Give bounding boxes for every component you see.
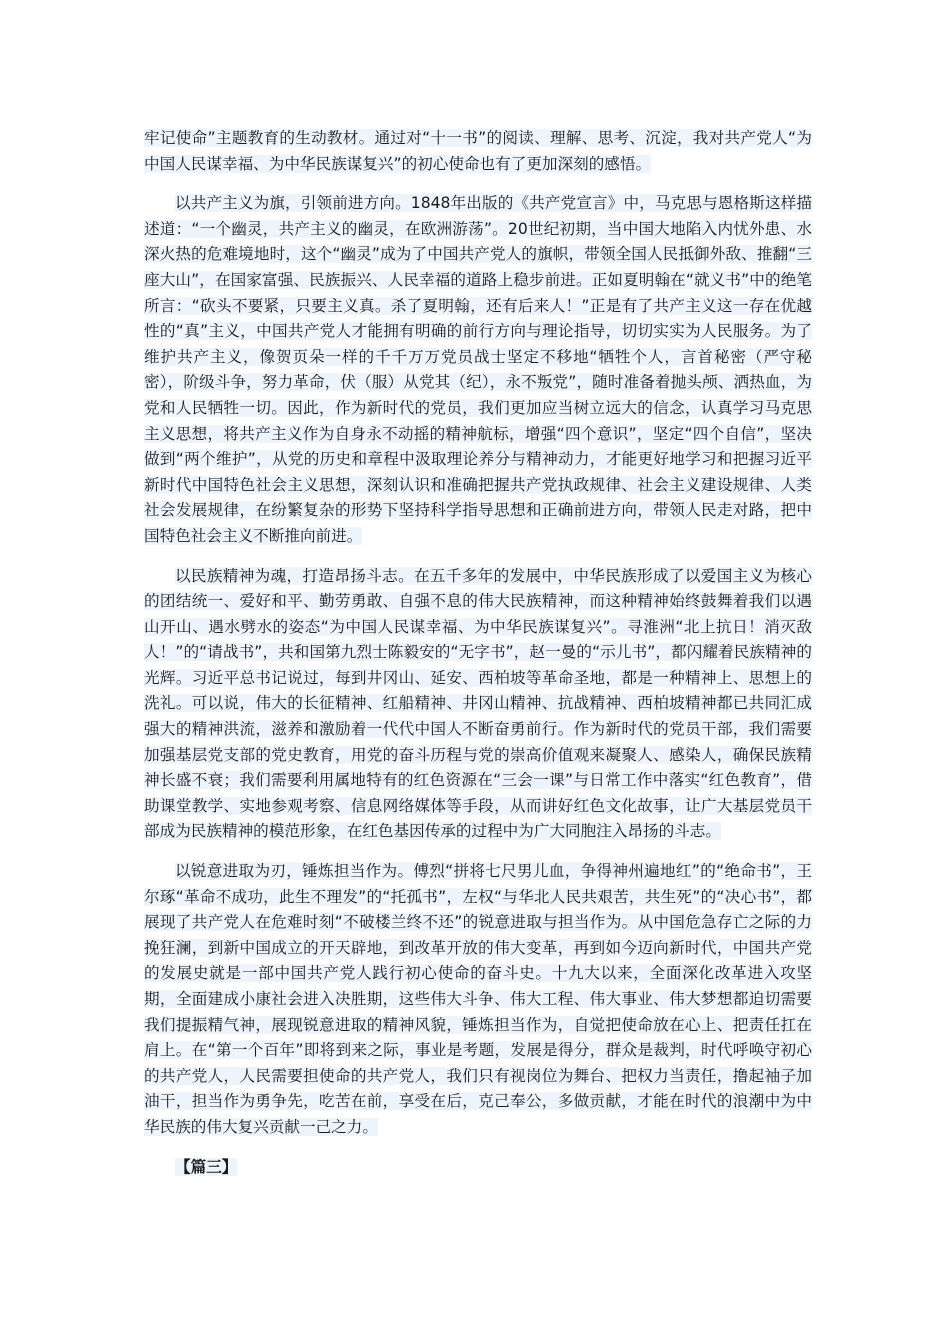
paragraph-text: 以民族精神为魂，打造昂扬斗志。在五千多年的发展中，中华民族形成了以爱国主义为核心的团结统一、爱好和平、勤劳勇敢、自强不息的伟大民族精神，而这种精神始终鼓舞着我们以遇山开山、遇水劈水的姿态“为中国人民谋幸福、为中华民族谋复兴”。寻淮洲“北上抗日！消灭敌人！”的“请战书”，共和国第九烈士陈毅安的“无字书”，赵一曼的“示儿书”，都闪耀着民族精神的光辉。习近平总书记说过，每到井冈山、延安、西柏坡等革命圣地，都是一种精神上、思想上的洗礼。可以说，伟大的长征精神、红船精神、井冈山精神、抗战精神、西柏坡精神都已共同汇成强大的精神洪流，滋养和激励着一代代中国人不断奋勇前行。作为新时代的党员干部，我们需要加强基层党支部的党史教育，用党的奋斗历程与党的崇高价值观来凝聚人、感染人，确保民族精神长盛不衰；我们需要利用属地特有的红色资源在“三会一课”与日常工作中落实“红色教育”，借助课堂教学、实地参观考察、信息网络媒体等手段，从而讲好红色文化故事，让广大基层党员干部成为民族精神的模范形象，在红色基因传承的过程中为广大同胞注入昂扬的斗志。 (144, 566, 812, 841)
paragraph-national-spirit (144, 564, 812, 846)
document-page (144, 126, 812, 1180)
section-title-text: 【篇三】 (175, 1157, 238, 1176)
paragraph-text: 牢记使命”主题教育的生动教材。通过对“十一书”的阅读、理解、思考、沉淀，我对共产党人“为中国人民谋幸福、为中华民族谋复兴”的初心使命也有了更加深刻的感悟。 (144, 129, 812, 173)
paragraph-text: 以锐意进取为刃，锤炼担当作为。傅烈“拼将七尺男儿血，争得神州遍地红”的“绝命书”，王尔琢“革命不成功，此生不理发”的“托孤书”，左权“与华北人民共艰苦，共生死”的“决心书”，都展现了共产党人在危难时刻“不破楼兰终不还”的锐意进取与担当作为。从中国危急存亡之际的力挽狂澜，到新中国成立的开天辟地，到改革开放的伟大变革，再到如今迈向新时代，中国共产党的发展史就是一部中国共产党人践行初心使命的奋斗史。十九大以来，全面深化改革进入攻坚期，全面建成小康社会进入决胜期，这些伟大斗争、伟大工程、伟大事业、伟大梦想都迫切需要我们提振精气神，展现锐意进取的精神风貌，锤炼担当作为，自觉把使命放在心上、把责任扛在肩上。在“第一个百年”即将到来之际，事业是考题，发展是得分，群众是裁判，时代呼唤守初心的共产党人，人民需要担使命的共产党人，我们只有视岗位为舞台、把权力当责任，撸起袖子加油干，担当作为勇争先，吃苦在前，享受在后，克己奉公，多做贡献，才能在时代的浪潮中为中华民族的伟大复兴贡献一己之力。 (144, 862, 812, 1136)
paragraph-enterprising (144, 859, 812, 1141)
section-title (144, 1155, 812, 1181)
paragraph-communism (144, 191, 812, 549)
paragraph-text: 以共产主义为旗，引领前进方向。1848年出版的《共产党宣言》中，马克思与恩格斯这样描述道：“一个幽灵，共产主义的幽灵，在欧洲游荡”。20世纪初期，当中国大地陷入内忧外患、水深火热的危难境地时，这个“幽灵”成为了中国共产党人的旗帜，带领全国人民抵御外敌、推翻“三座大山”，在国家富强、民族振兴、人民幸福的道路上稳步前进。正如夏明翰在“就义书”中的绝笔所言：“砍头不要紧，只要主义真。杀了夏明翰，还有后来人！”正是有了共产主义这一存在优越性的“真”主义，中国共产党人才能拥有明确的前行方向与理论指导，切切实实为人民服务。为了维护共产主义，像贺页朵一样的千千万万党员战士坚定不移地“牺牲个人，言首秘密（严守秘密），阶级斗争，努力革命，伏（服）从党其（纪），永不叛党”，随时准备着抛头颅、洒热血，为党和人民牺牲一切。因此，作为新时代的党员，我们更加应当树立远大的信念，认真学习马克思主义思想，将共产主义作为自身永不动摇的精神航标，增强“四个意识”，坚定“四个自信”，坚决做到“两个维护”，从党的历史和章程中汲取理论养分与精神动力，才能更好地学习和把握习近平新时代中国特色社会主义思想，深刻认识和准确把握共产党执政规律、社会主义建设规律、人类社会发展规律，在纷繁复杂的形势下坚持科学指导思想和正确前进方向，带领人民走对路，把中国特色社会主义不断推向前进。 (144, 194, 812, 545)
paragraph-continuation (144, 126, 812, 177)
